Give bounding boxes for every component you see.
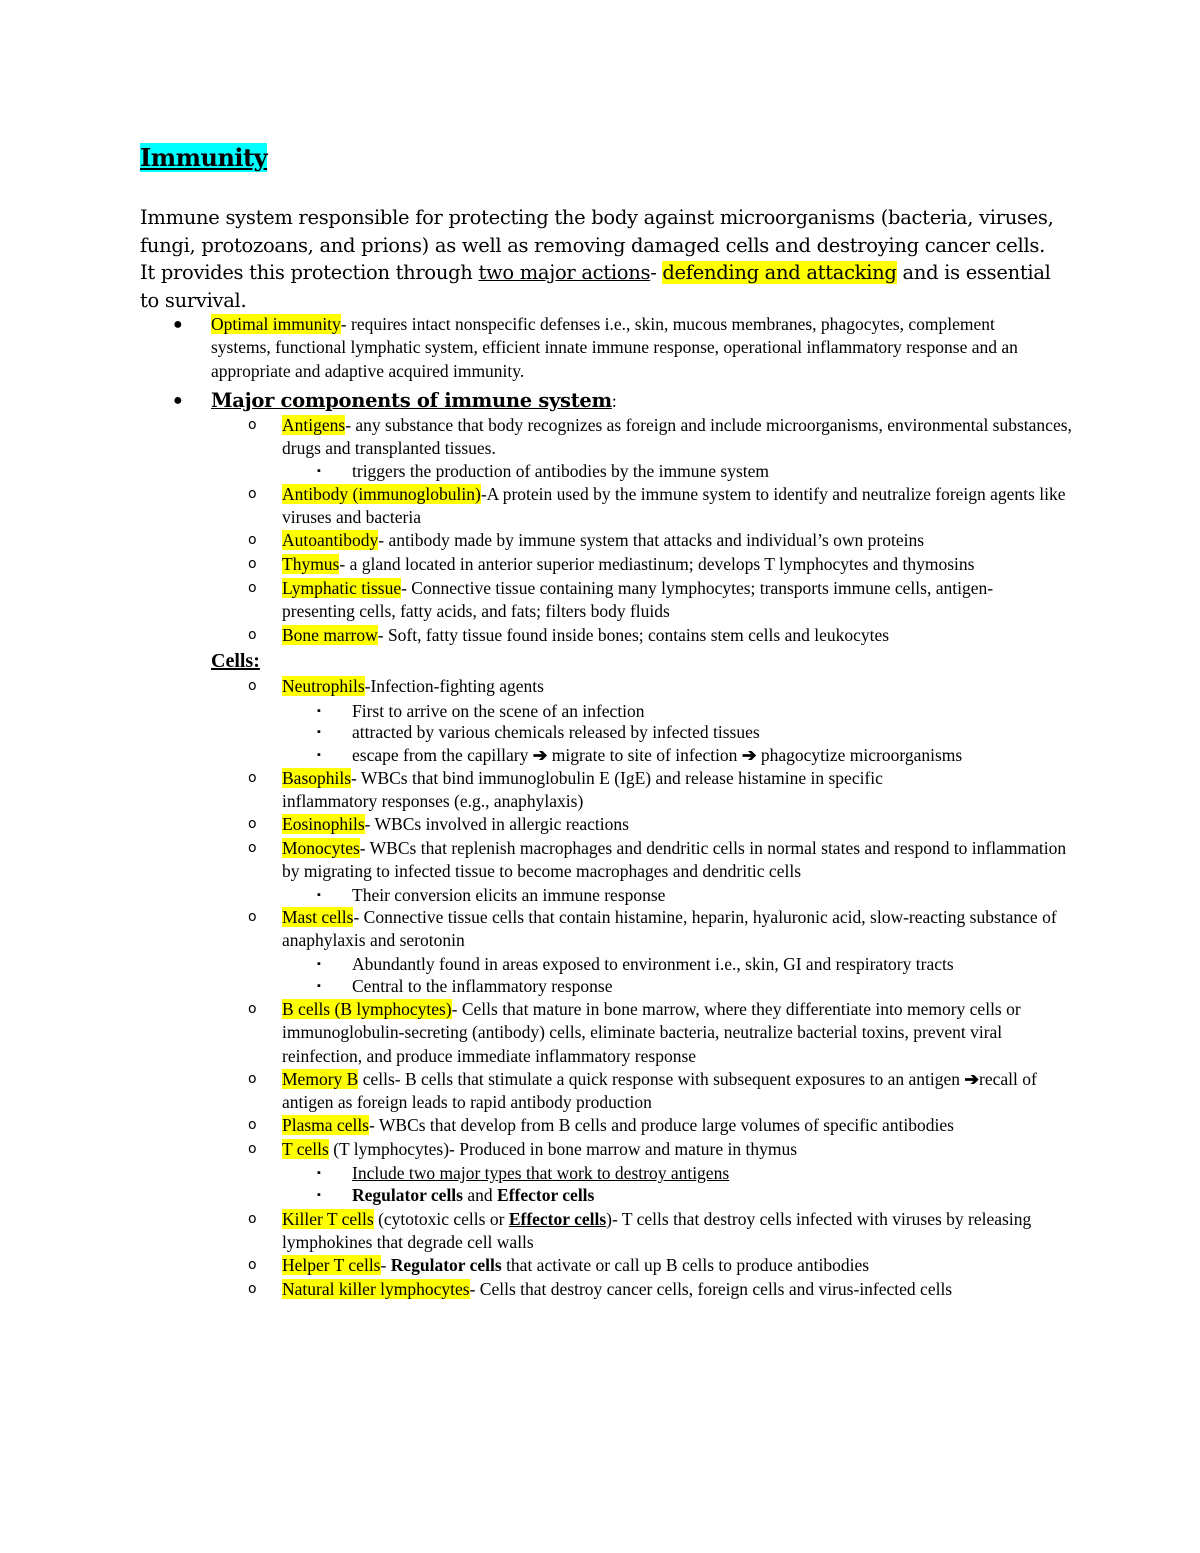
bullet-icon: o <box>248 556 257 572</box>
term-highlight: Lymphatic tissue <box>282 578 402 598</box>
term-highlight: Natural killer lymphocytes <box>282 1279 470 1299</box>
bullet-icon: ● <box>173 392 183 409</box>
colon: : <box>611 391 617 411</box>
item-text <box>282 813 1082 836</box>
bullet-icon: ▪ <box>317 1167 321 1179</box>
bold-term: Effector cells <box>497 1185 595 1205</box>
definition-cont: recall of antigen as foreign leads to rapid antibody production <box>282 1069 1037 1113</box>
bullet-icon: ▪ <box>317 889 321 901</box>
bullet-icon: o <box>248 1071 257 1087</box>
sub-text: Their conversion elicits an immune response <box>352 885 666 905</box>
cells-heading: Cells: <box>211 650 260 672</box>
item-text <box>282 837 1072 884</box>
definition: (T lymphocytes)- Produced in bone marrow and mature in thymus <box>328 1139 798 1159</box>
item-text <box>282 998 1062 1068</box>
bullet-icon: o <box>248 678 257 694</box>
sub-text: First to arrive on the scene of an infection <box>352 701 645 721</box>
item-text <box>282 483 1082 530</box>
item-text <box>282 1114 1102 1137</box>
term-highlight: Basophils <box>282 768 352 788</box>
definition: - Soft, fatty tissue found inside bones; contains stem cells and leukocytes <box>377 625 890 645</box>
bullet-icon: ▪ <box>317 958 321 970</box>
term-highlight: Plasma cells <box>282 1115 369 1135</box>
bullet-icon: o <box>248 1117 257 1133</box>
intro-underlined: two major actions <box>478 261 651 284</box>
section-heading: Major components of immune system <box>211 389 612 412</box>
bullet-icon: ▪ <box>317 726 321 738</box>
bullet-icon: o <box>248 1141 257 1157</box>
term-highlight: Mast cells <box>282 907 354 927</box>
sub-text-part: migrate to site of infection <box>547 745 742 765</box>
intro-paragraph <box>140 204 1060 314</box>
bullet-icon: ▪ <box>317 980 321 992</box>
bullet-icon: o <box>248 1211 257 1227</box>
bullet-icon: ● <box>173 316 183 333</box>
term-highlight: Killer T cells <box>282 1209 374 1229</box>
definition: - WBCs that replenish macrophages and dendritic cells in normal states and respond to inflammation by migrating to infected tissue to become macrophages and dendritic cells <box>282 838 1067 882</box>
definition: - WBCs that bind immunoglobulin E (IgE) and release histamine in specific inflammatory responses (e.g., anaphylaxis) <box>282 768 883 812</box>
bullet-icon: o <box>248 627 257 643</box>
term-highlight: T cells <box>282 1139 329 1159</box>
term-highlight: Thymus <box>282 554 340 574</box>
bullet-icon: o <box>248 1281 257 1297</box>
bullet-icon: o <box>248 417 257 433</box>
page-title: Immunity <box>140 143 268 172</box>
sub-text <box>352 1184 1112 1207</box>
sub-text: attracted by various chemicals released by infected tissues <box>352 722 760 742</box>
item-text <box>282 624 1082 647</box>
definition: cells- B cells that stimulate a quick response with subsequent exposures to an antigen <box>358 1069 965 1089</box>
item-text <box>282 529 1082 552</box>
arrow-right-icon: ➔ <box>741 745 757 765</box>
term-highlight: Monocytes <box>282 838 360 858</box>
item-text <box>282 1208 1072 1255</box>
intro-dash: - <box>650 261 663 284</box>
intro-highlight: defending and attacking <box>662 261 897 284</box>
item-text <box>282 1254 1082 1277</box>
bold-term: Regulator cells <box>390 1255 502 1275</box>
definition: - antibody made by immune system that attacks and individual’s own proteins <box>378 530 925 550</box>
definition: (cytotoxic cells or <box>373 1209 509 1229</box>
bullet-icon: o <box>248 580 257 596</box>
term-highlight: Antigens <box>282 415 346 435</box>
definition: -Infection-fighting agents <box>364 676 544 696</box>
arrow-right-icon: ➔ <box>964 1069 980 1089</box>
sub-text: Central to the inflammatory response <box>352 976 613 996</box>
bold-term: Regulator cells <box>352 1185 463 1205</box>
bullet-icon: ▪ <box>317 705 321 717</box>
bullet-icon: ▪ <box>317 1189 321 1201</box>
sub-text: Include two major types that work to destroy antigens <box>352 1163 730 1183</box>
term-highlight: Bone marrow <box>282 625 378 645</box>
term-highlight: Antibody (immunoglobulin) <box>282 484 481 504</box>
item-text <box>282 1068 1072 1115</box>
bullet-icon: o <box>248 840 257 856</box>
item-text <box>282 553 1102 576</box>
item-text <box>282 414 1082 461</box>
item-text <box>282 675 1082 698</box>
term-highlight: Eosinophils <box>282 814 365 834</box>
intro-text: Immune system responsible for protecting the body against microorganisms (bacteria, viruses, fungi, protozoans, and prions) as well as removing damaged cells and destroying cancer cells. It provides this protection through <box>140 206 1054 284</box>
definition: - WBCs that develop from B cells and produce large volumes of specific antibodies <box>369 1115 954 1135</box>
item-text <box>282 577 1042 624</box>
definition: -A protein used by the immune system to identify and neutralize foreign agents like viruses and bacteria <box>282 484 1066 528</box>
bullet-icon: o <box>248 532 257 548</box>
term-highlight: Memory B <box>282 1069 359 1089</box>
definition: - Connective tissue containing many lymphocytes; transports immune cells, antigen-presenting cells, fatty acids, and fats; filters body fluids <box>282 578 994 622</box>
bold-term: Effector cells <box>508 1209 607 1229</box>
definition: - <box>380 1255 391 1275</box>
sub-text <box>352 744 1112 767</box>
item-text <box>211 313 1041 383</box>
item-text <box>282 767 982 814</box>
sub-text: triggers the production of antibodies by the immune system <box>352 461 770 481</box>
arrow-right-icon: ➔ <box>532 745 548 765</box>
sub-text-part: and <box>462 1185 498 1205</box>
bullet-icon: ▪ <box>317 465 321 477</box>
definition: - requires intact nonspecific defenses i.e., skin, mucous membranes, phagocytes, complement systems, functional lymphatic system, efficient innate immune response, operational inflammatory response and an appropriate and adaptive acquired immunity. <box>211 314 1018 381</box>
sub-text-part: escape from the capillary <box>352 745 533 765</box>
term-highlight: Neutrophils <box>282 676 365 696</box>
definition-cont: that activate or call up B cells to produce antibodies <box>501 1255 870 1275</box>
sub-text: Abundantly found in areas exposed to environment i.e., skin, GI and respiratory tracts <box>352 954 954 974</box>
item-text <box>282 1278 1102 1301</box>
bullet-icon: o <box>248 1257 257 1273</box>
item-text <box>282 1138 1082 1161</box>
term-highlight: Optimal immunity <box>211 314 341 334</box>
bullet-icon: o <box>248 486 257 502</box>
term-highlight: B cells (B lymphocytes) <box>282 999 452 1019</box>
term-highlight: Autoantibody <box>282 530 379 550</box>
definition: - any substance that body recognizes as foreign and include microorganisms, environmental substances, drugs and transplanted tissues. <box>282 415 1072 459</box>
definition: - a gland located in anterior superior mediastinum; develops T lymphocytes and thymosins <box>339 554 975 574</box>
item-text <box>282 906 1062 953</box>
sub-text-part: phagocytize microorganisms <box>756 745 963 765</box>
bullet-icon: o <box>248 1001 257 1017</box>
term-highlight: Helper T cells <box>282 1255 381 1275</box>
bullet-icon: o <box>248 909 257 925</box>
bullet-icon: ▪ <box>317 749 321 761</box>
definition: - Cells that destroy cancer cells, foreign cells and virus-infected cells <box>469 1279 953 1299</box>
item-text <box>211 389 1041 413</box>
definition: - Connective tissue cells that contain histamine, heparin, hyaluronic acid, slow-reacting substance of anaphylaxis and serotonin <box>282 907 1057 951</box>
bullet-icon: o <box>248 816 257 832</box>
definition-cont: )- T cells that destroy cells infected with viruses by releasing lymphokines that degrade cell walls <box>282 1209 1032 1253</box>
definition: - WBCs involved in allergic reactions <box>364 814 629 834</box>
bullet-icon: o <box>248 770 257 786</box>
definition: - Cells that mature in bone marrow, where they differentiate into memory cells or immunoglobulin-secreting (antibody) cells, eliminate bacteria, neutralize bacterial toxins, prevent viral reinfection, and produce immediate inflammatory response <box>282 999 1021 1066</box>
intro-text-end: and is essential to survival. <box>140 261 1051 312</box>
